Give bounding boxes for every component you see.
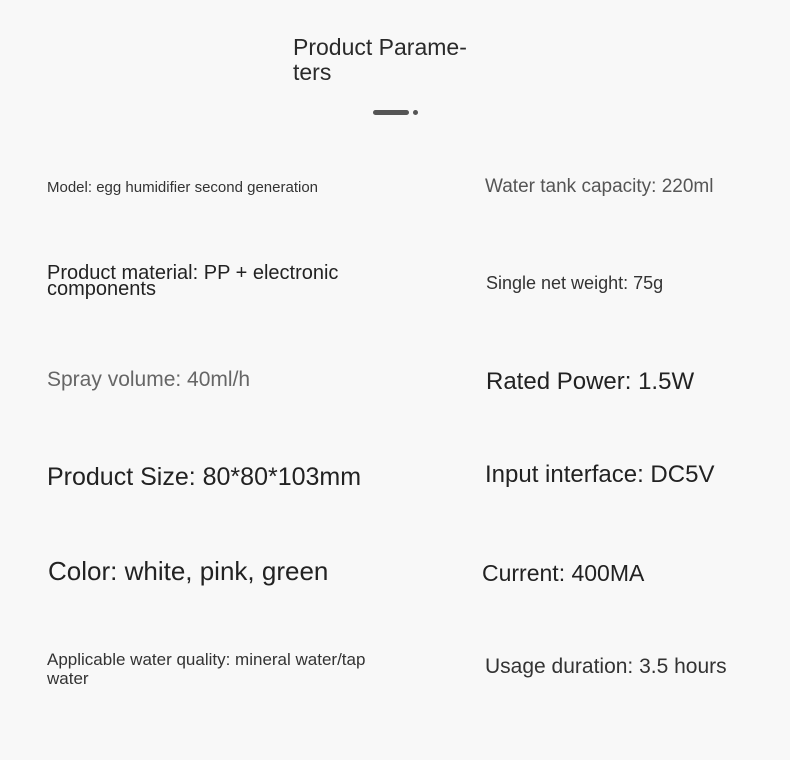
param-product-material [47, 262, 339, 300]
param-water-quality-line-2: water [47, 669, 89, 688]
param-water-quality-line-1: Applicable water quality: mineral water/tap [47, 650, 366, 669]
page-title [293, 35, 493, 85]
divider-dot [413, 110, 418, 115]
param-input-interface: Input interface: DC5V [485, 461, 715, 488]
param-current: Current: 400MA [482, 560, 645, 586]
param-product-size: Product Size: 80*80*103mm [47, 463, 362, 491]
param-rated-power: Rated Power: 1.5W [486, 368, 695, 395]
param-model: Model: egg humidifier second generation [47, 179, 319, 196]
param-color: Color: white, pink, green [48, 556, 329, 586]
param-product-material-line-2: components [47, 278, 156, 300]
param-usage-duration: Usage duration: 3.5 hours [485, 655, 727, 678]
page-title-line-2: ters [293, 59, 332, 85]
param-spray-volume: Spray volume: 40ml/h [47, 368, 251, 391]
divider-bar [373, 110, 409, 115]
param-applicable-water-quality [47, 650, 365, 688]
page-title-line-1: Product Parame- [293, 34, 467, 60]
param-water-tank-capacity: Water tank capacity: 220ml [485, 176, 714, 197]
param-single-net-weight: Single net weight: 75g [486, 273, 664, 293]
param-product-material-line-1: Product material: PP + electronic [47, 262, 339, 284]
